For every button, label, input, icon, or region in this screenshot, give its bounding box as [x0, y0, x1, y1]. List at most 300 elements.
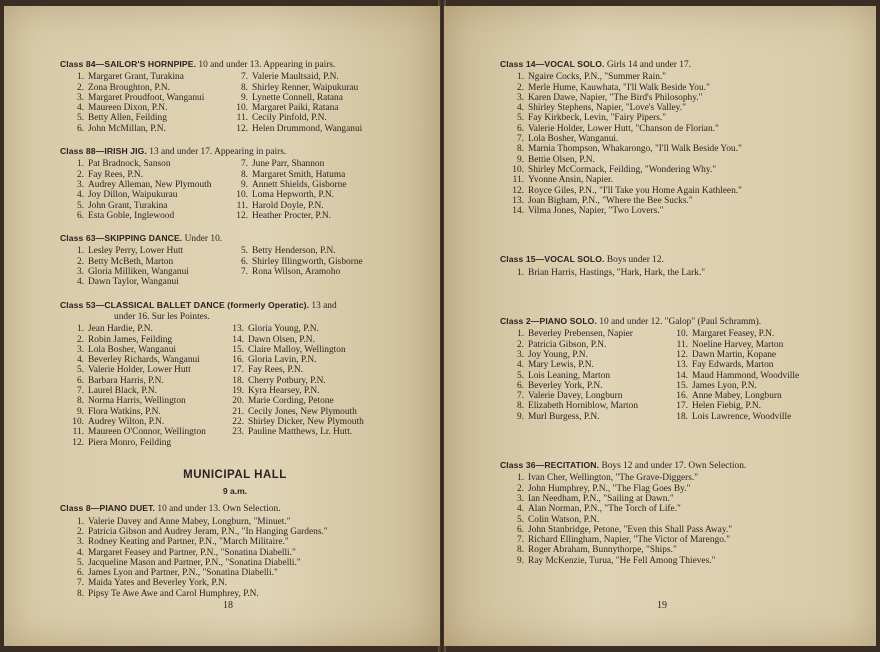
- list-item: [68, 568, 410, 578]
- entry-text: Pat Bradnock, Sanson: [88, 159, 171, 170]
- entry-text: Pauline Matthews, Lr. Hutt.: [248, 427, 353, 438]
- class-63-header: [60, 233, 410, 244]
- entry-number: 12.: [236, 123, 248, 134]
- list-item: [672, 329, 799, 339]
- entry-number: 22.: [232, 416, 244, 427]
- list-item: [68, 211, 232, 221]
- entry-number: 6.: [516, 524, 524, 535]
- class-53-subtitle: under 16. Sur les Pointes.: [114, 311, 210, 322]
- list-item: [228, 355, 364, 365]
- entry-text: June Parr, Shannon: [252, 159, 325, 170]
- entry-number: 7.: [76, 386, 84, 397]
- entry-text: Valerie Holder, Lower Hutt, "Chanson de Florian.": [528, 123, 719, 134]
- entry-text: Gloria Lavin, P.N.: [248, 355, 317, 366]
- list-item: [232, 113, 362, 123]
- list-item: [228, 427, 364, 437]
- entry-number: 5.: [76, 365, 84, 376]
- entry-text: Betty Henderson, P.N.: [252, 246, 336, 257]
- class-2-desc: 10 and under 12. "Galop" (Paul Schramm).: [599, 317, 762, 328]
- entries-column-2: [228, 324, 364, 448]
- entry-text: Bettie Olsen, P.N.: [528, 154, 595, 165]
- spacer: [500, 434, 840, 460]
- entry-text: Zona Broughton, P.N.: [88, 82, 171, 93]
- entry-number: 9.: [240, 92, 248, 103]
- list-item: [508, 206, 840, 216]
- list-item: [68, 537, 410, 547]
- entry-text: Rodney Keating and Partner, P.N., "March Militaire.": [88, 537, 289, 548]
- class-88-entries: [68, 159, 410, 221]
- right-page-content: [500, 59, 840, 578]
- entry-number: 20.: [232, 396, 244, 407]
- entry-text: Harold Doyle, P.N.: [252, 200, 324, 211]
- entries-column-2: [232, 159, 347, 221]
- list-item: [68, 355, 228, 365]
- entry-text: Merle Hume, Kauwhata, "I'll Walk Beside You.": [528, 82, 710, 93]
- entry-text: Kyra Hearsey, P.N.: [248, 386, 320, 397]
- entry-number: 5.: [76, 557, 84, 568]
- list-item: [68, 201, 232, 211]
- entry-number: 6.: [516, 380, 524, 391]
- list-item: [508, 494, 840, 504]
- entry-number: 4.: [76, 190, 84, 201]
- entry-number: 5.: [516, 370, 524, 381]
- entry-number: 9.: [76, 406, 84, 417]
- class-14-section: [500, 59, 840, 216]
- entry-number: 14.: [232, 334, 244, 345]
- entry-number: 7.: [516, 134, 524, 145]
- list-item: [68, 365, 228, 375]
- entry-number: 2.: [76, 82, 84, 93]
- list-item: [672, 360, 799, 370]
- list-item: [508, 165, 840, 175]
- class-14-title: Class 14—VOCAL SOLO.: [500, 59, 605, 69]
- list-item: [508, 72, 840, 82]
- entry-number: 1.: [516, 329, 524, 340]
- entry-text: Shirley Illingworth, Gisborne: [252, 256, 363, 267]
- entry-number: 5.: [240, 246, 248, 257]
- entry-text: Margaret Proudfoot, Wanganui: [88, 92, 205, 103]
- entry-number: 8.: [76, 588, 84, 599]
- list-item: [508, 381, 672, 391]
- entry-text: Alan Norman, P.N., "The Torch of Life.": [528, 504, 681, 515]
- entry-number: 11.: [512, 175, 524, 186]
- list-item: [232, 180, 347, 190]
- entry-text: Jean Hardie, P.N.: [88, 324, 153, 335]
- entry-number: 5.: [76, 113, 84, 124]
- entry-text: Marnia Thompson, Whakarongo, "I'll Walk Beside You.": [528, 144, 742, 155]
- entry-number: 17.: [232, 365, 244, 376]
- entry-text: Valerie Davey and Anne Mabey, Longburn, "Minuet.": [88, 516, 291, 527]
- list-item: [508, 186, 840, 196]
- entry-text: Laurel Black, P.N.: [88, 386, 157, 397]
- entry-number: 8.: [516, 144, 524, 155]
- list-item: [508, 103, 840, 113]
- list-item: [508, 371, 672, 381]
- entry-number: 8.: [516, 401, 524, 412]
- entry-text: Audrey Alleman, New Plymouth: [88, 179, 212, 190]
- entry-text: Lois Lawrence, Woodville: [692, 411, 792, 422]
- entry-text: Robin James, Feilding: [88, 334, 173, 345]
- entry-number: 16.: [232, 355, 244, 366]
- entry-number: 16.: [676, 391, 688, 402]
- entry-text: Loma Hepworth, P.N.: [252, 190, 335, 201]
- right-page: [444, 6, 876, 646]
- entries-column-1: [68, 324, 228, 448]
- class-2-title: Class 2—PIANO SOLO.: [500, 316, 597, 327]
- list-item: [232, 159, 347, 169]
- entry-number: 3.: [76, 537, 84, 548]
- entry-text: Rona Wilson, Aramoho: [252, 267, 341, 278]
- entry-text: Colin Watson, P.N.: [528, 514, 600, 525]
- list-item: [68, 345, 228, 355]
- entry-text: Beverley York, P.N.: [528, 380, 603, 391]
- class-63-section: [60, 233, 410, 287]
- class-14-desc: Girls 14 and under 17.: [606, 60, 691, 70]
- entry-number: 2.: [516, 82, 524, 93]
- entry-text: Patricia Gibson, P.N.: [528, 339, 607, 350]
- left-page: [4, 6, 440, 646]
- entry-text: Valerie Holder, Lower Hutt: [88, 365, 191, 376]
- list-item: [232, 93, 362, 103]
- entry-text: Yvonne Ansin, Napier.: [528, 175, 613, 186]
- list-item: [508, 473, 840, 483]
- list-item: [508, 329, 672, 339]
- entry-number: 13.: [512, 195, 524, 206]
- entry-text: Mary Lewis, P.N.: [528, 360, 594, 371]
- list-item: [228, 365, 364, 375]
- list-item: [232, 257, 363, 267]
- class-2-section: [500, 316, 840, 422]
- list-item: [232, 211, 347, 221]
- list-item: [232, 201, 347, 211]
- spacer: [500, 290, 840, 316]
- entry-text: Richard Ellingham, Napier, "The Victor of Marengo.": [528, 535, 731, 546]
- entry-number: 10.: [236, 103, 248, 114]
- entry-text: Beverley Richards, Wanganui: [88, 355, 200, 366]
- list-item: [68, 124, 232, 134]
- list-item: [68, 438, 228, 448]
- entry-text: John Stanbridge, Petone, "Even this Shall Pass Away.": [528, 524, 733, 535]
- entry-number: 1.: [76, 159, 84, 170]
- entry-text: Lola Bosher, Wanganui: [88, 344, 176, 355]
- list-item: [508, 155, 840, 165]
- entry-text: Valerie Maultsaid, P.N.: [252, 72, 339, 83]
- entry-number: 4.: [516, 103, 524, 114]
- class-8-header: [60, 503, 410, 514]
- entry-text: Maida Yates and Beverley York, P.N.: [88, 578, 228, 589]
- list-item: [508, 504, 840, 514]
- class-15-header: [500, 254, 840, 265]
- entry-text: Valerie Davey, Longburn: [528, 391, 623, 402]
- entry-number: 11.: [676, 339, 688, 350]
- class-88-section: [60, 146, 410, 221]
- entry-number: 9.: [516, 154, 524, 165]
- entry-number: 3.: [76, 92, 84, 103]
- entry-number: 19.: [232, 386, 244, 397]
- list-item: [228, 345, 364, 355]
- entry-text: Lynette Connell, Ratana: [252, 92, 343, 103]
- entry-text: James Lyon and Partner, P.N., "Sonatina Diabelli.": [88, 568, 278, 579]
- class-14-entries: [508, 72, 840, 216]
- left-page-content: [60, 59, 410, 611]
- entry-number: 9.: [516, 555, 524, 566]
- entry-number: 1.: [76, 516, 84, 527]
- list-item: [508, 391, 672, 401]
- class-84-entries: [68, 72, 410, 134]
- list-item: [672, 381, 799, 391]
- entry-number: 14.: [512, 206, 524, 217]
- list-item: [68, 427, 228, 437]
- entry-number: 3.: [516, 493, 524, 504]
- entry-text: Cherry Potbury, P.N.: [248, 375, 326, 386]
- entry-number: 2.: [76, 256, 84, 267]
- entry-text: Margaret Paiki, Ratana: [252, 103, 339, 114]
- list-item: [228, 396, 364, 406]
- entry-text: Cecily Pinfold, P.N.: [252, 113, 327, 124]
- list-item: [508, 360, 672, 370]
- entry-text: Vilma Jones, Napier, "Two Lovers.": [528, 206, 664, 217]
- entry-text: Betty Allen, Feilding: [88, 113, 167, 124]
- entry-text: Patricia Gibson and Audrey Jeram, P.N., "In Hanging Gardens.": [88, 526, 328, 537]
- list-item: [232, 72, 362, 82]
- entry-number: 12.: [512, 185, 524, 196]
- entry-text: Dawn Martin, Kopane: [692, 349, 777, 360]
- entry-number: 3.: [76, 344, 84, 355]
- entry-number: 7.: [516, 535, 524, 546]
- entry-text: Lola Bosher, Wanganui.: [528, 134, 619, 145]
- list-item: [68, 517, 410, 527]
- entry-text: Jacqueline Mason and Partner, P.N., "Sonatina Diabelli.": [88, 557, 301, 568]
- entry-text: Fay Edwards, Marton: [692, 360, 774, 371]
- entry-text: James Lyon, P.N.: [692, 380, 757, 391]
- list-item: [68, 159, 232, 169]
- list-item: [68, 578, 410, 588]
- list-item: [68, 277, 232, 287]
- entry-number: 10.: [676, 329, 688, 340]
- entry-text: Norma Harris, Wellington: [88, 396, 186, 407]
- list-item: [228, 324, 364, 334]
- entry-number: 1.: [76, 324, 84, 335]
- class-88-title: Class 88—IRISH JIG.: [60, 146, 147, 157]
- venue-heading: MUNICIPAL HALL: [183, 468, 287, 481]
- class-53-section: [60, 300, 410, 448]
- entries-column-1: [508, 329, 672, 422]
- entry-text: Flora Watkins, P.N.: [88, 406, 161, 417]
- entry-number: 7.: [516, 391, 524, 402]
- list-item: [228, 417, 364, 427]
- entry-text: Brian Harris, Hastings, "Hark, Hark, the Lark.": [528, 267, 706, 278]
- entry-number: 7.: [240, 72, 248, 83]
- entry-number: 6.: [240, 256, 248, 267]
- entry-number: 5.: [76, 200, 84, 211]
- entry-text: Maureen O'Connor, Wellington: [88, 427, 206, 438]
- list-item: [68, 170, 232, 180]
- class-36-entries: [508, 473, 840, 566]
- class-53-entries: [68, 324, 410, 448]
- list-item: [232, 103, 362, 113]
- class-36-desc: Boys 12 and under 17. Own Selection.: [601, 461, 747, 472]
- spacer: [500, 228, 840, 254]
- list-item: [68, 376, 228, 386]
- list-item: [508, 196, 840, 206]
- page-number-left: 18: [223, 600, 233, 611]
- list-item: [68, 548, 410, 558]
- class-63-entries: [68, 246, 410, 287]
- class-8-title: Class 8—PIANO DUET.: [60, 503, 156, 514]
- entry-text: Roger Abraham, Bunnythorpe, "Ships.": [528, 545, 677, 556]
- list-item: [68, 267, 232, 277]
- class-15-entries: [508, 268, 840, 278]
- class-14-header: [500, 59, 840, 70]
- entry-number: 21.: [232, 406, 244, 417]
- class-2-entries: [508, 329, 840, 422]
- entry-text: Fay Kirkbeck, Levin, "Fairy Pipers.": [528, 113, 667, 124]
- entry-text: Margaret Grant, Turakina: [88, 72, 184, 83]
- class-15-desc: Boys under 12.: [606, 255, 664, 266]
- entry-text: Elizabeth Horniblow, Marton: [528, 401, 639, 412]
- class-63-desc: Under 10.: [184, 234, 223, 245]
- entry-text: Beverley Prebensen, Napier: [528, 329, 633, 340]
- list-item: [228, 386, 364, 396]
- list-item: [68, 396, 228, 406]
- entry-number: 3.: [516, 349, 524, 360]
- list-item: [508, 350, 672, 360]
- entries-column-2: [232, 72, 362, 134]
- class-53-title: Class 53—CLASSICAL BALLET DANCE (formerly Operatic).: [60, 299, 310, 310]
- entry-text: Anne Mabey, Longburn: [692, 391, 782, 402]
- entry-text: Helen Fiebig, P.N.: [692, 401, 762, 412]
- class-84-title: Class 84—SAILOR'S HORNPIPE.: [60, 59, 197, 69]
- list-item: [672, 391, 799, 401]
- list-item: [68, 407, 228, 417]
- entry-number: 15.: [232, 344, 244, 355]
- entry-number: 3.: [76, 267, 84, 278]
- class-88-header: [60, 146, 410, 157]
- list-item: [68, 246, 232, 256]
- entry-text: Shirley McCormack, Feilding, "Wondering Why.": [528, 164, 717, 175]
- entry-number: 10.: [512, 164, 524, 175]
- entry-number: 8.: [240, 169, 248, 180]
- entry-text: Margaret Feasey and Partner, P.N., "Sonatina Diabelli.": [88, 547, 296, 558]
- list-item: [68, 103, 232, 113]
- class-84-section: [60, 59, 410, 134]
- entry-number: 4.: [76, 355, 84, 366]
- list-item: [508, 93, 840, 103]
- entry-number: 3.: [516, 92, 524, 103]
- entry-number: 1.: [516, 72, 524, 83]
- entry-number: 10.: [72, 416, 84, 427]
- entries-column-2: [232, 246, 363, 287]
- entry-text: Ngaire Cocks, P.N., "Summer Rain.": [528, 72, 667, 83]
- list-item: [508, 412, 672, 422]
- class-53-desc: 13 and: [311, 300, 337, 311]
- class-8-entries: [68, 517, 410, 599]
- entry-text: Audrey Wilton, P.N.: [88, 416, 165, 427]
- entry-text: Joy Dillon, Waipukurau: [88, 190, 178, 201]
- list-item: [672, 371, 799, 381]
- list-item: [228, 376, 364, 386]
- list-item: [672, 412, 799, 422]
- entry-number: 8.: [240, 82, 248, 93]
- entries-column-2: [672, 329, 799, 422]
- list-item: [68, 257, 232, 267]
- entry-number: 6.: [516, 123, 524, 134]
- entry-text: Murl Burgess, P.N.: [528, 411, 600, 422]
- entry-text: Cecily Jones, New Plymouth: [248, 406, 357, 417]
- entry-text: Heather Procter, P.N.: [252, 210, 332, 221]
- entry-text: John McMillan, P.N.: [88, 123, 166, 134]
- list-item: [508, 515, 840, 525]
- entries-column-1: [68, 72, 232, 134]
- list-item: [508, 124, 840, 134]
- entry-number: 9.: [240, 179, 248, 190]
- entry-text: Shirley Dicker, New Plymouth: [248, 416, 364, 427]
- entry-number: 2.: [76, 169, 84, 180]
- entry-number: 4.: [76, 103, 84, 114]
- entry-number: 5.: [516, 514, 524, 525]
- class-15-section: [500, 254, 840, 278]
- entry-text: John Grant, Turakina: [88, 200, 168, 211]
- entry-text: Ray McKenzie, Turua, "He Fell Among Thieves.": [528, 555, 716, 566]
- entry-number: 8.: [516, 545, 524, 556]
- entry-number: 4.: [76, 277, 84, 288]
- entry-text: Maud Hammond, Woodville: [692, 370, 800, 381]
- entry-text: Margaret Feasey, P.N.: [692, 329, 775, 340]
- list-item: [228, 335, 364, 345]
- class-36-header: [500, 460, 840, 471]
- list-item: [508, 545, 840, 555]
- class-84-desc: 10 and under 13. Appearing in pairs.: [198, 60, 336, 70]
- entry-text: Lois Leaning, Marton: [528, 370, 611, 381]
- entry-text: Ian Needham, P.N., "Sailing at Dawn.": [528, 493, 674, 504]
- entry-number: 23.: [232, 427, 244, 438]
- list-item: [508, 134, 840, 144]
- entry-number: 17.: [676, 401, 688, 412]
- entry-number: 18.: [676, 411, 688, 422]
- list-item: [232, 170, 347, 180]
- list-item: [672, 350, 799, 360]
- list-item: [232, 246, 363, 256]
- list-item: [508, 401, 672, 411]
- list-item: [508, 268, 840, 278]
- entry-number: 10.: [236, 190, 248, 201]
- list-item: [68, 83, 232, 93]
- entry-number: 9.: [516, 411, 524, 422]
- entry-number: 7.: [240, 267, 248, 278]
- entry-number: 2.: [516, 339, 524, 350]
- class-2-header: [500, 316, 840, 327]
- list-item: [508, 83, 840, 93]
- list-item: [508, 525, 840, 535]
- entry-number: 4.: [516, 360, 524, 371]
- entry-text: Esta Goble, Inglewood: [88, 210, 175, 221]
- entry-number: 6.: [76, 568, 84, 579]
- entry-number: 8.: [76, 396, 84, 407]
- entry-text: Betty McBeth, Marton: [88, 256, 174, 267]
- entry-text: Fay Rees, P.N.: [88, 169, 143, 180]
- page-number-right: 19: [657, 600, 667, 611]
- entry-number: 18.: [232, 375, 244, 386]
- entry-number: 2.: [76, 334, 84, 345]
- entry-text: Joy Young, P.N.: [528, 349, 588, 360]
- entry-text: Claire Malloy, Wellington: [248, 344, 346, 355]
- entry-number: 11.: [236, 200, 248, 211]
- entry-number: 6.: [76, 375, 84, 386]
- class-53-header: [60, 300, 410, 311]
- list-item: [228, 407, 364, 417]
- class-36-title: Class 36—RECITATION.: [500, 460, 600, 471]
- entry-text: Lesley Perry, Lower Hutt: [88, 246, 184, 257]
